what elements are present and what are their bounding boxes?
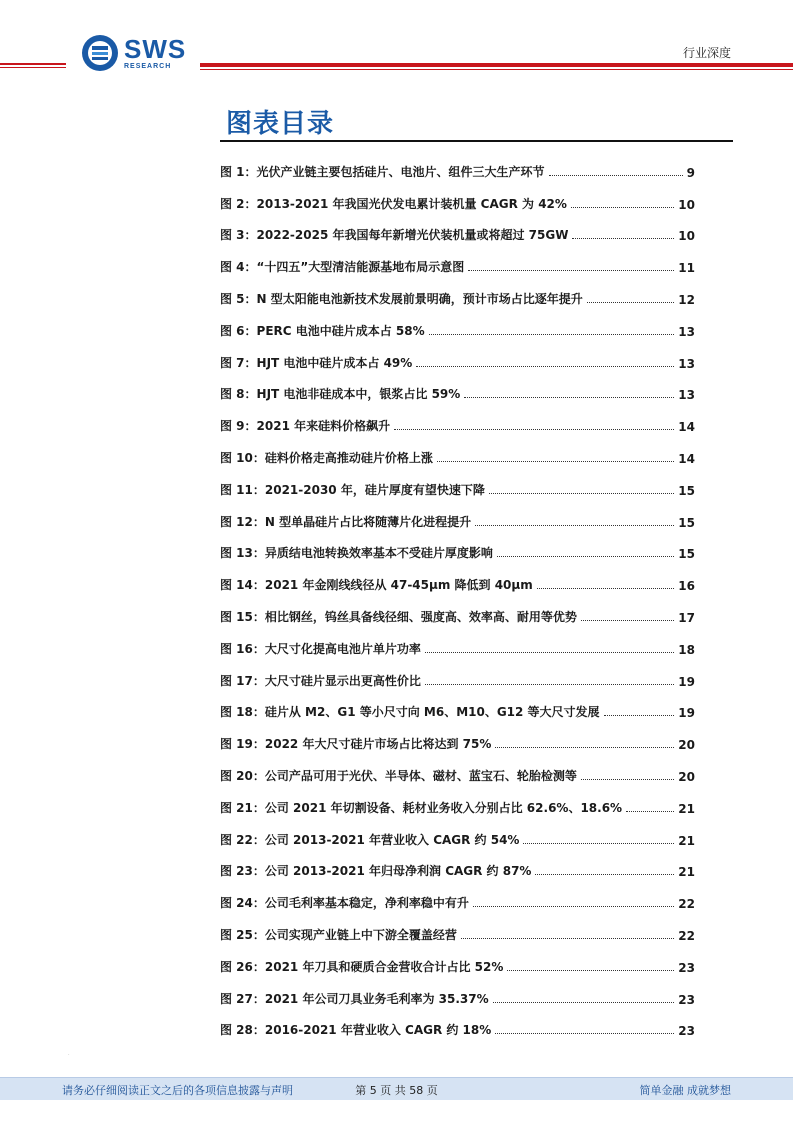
toc-entry-label: 图 3：2022-2025 年我国每年新增光伏装机量或将超过 75GW	[220, 228, 569, 243]
toc-leader-dots	[425, 652, 674, 653]
logo-text: SWS	[124, 34, 187, 64]
toc-leader-dots	[468, 270, 674, 271]
toc-leader-dots	[626, 811, 674, 812]
toc-entry-label: 图 6：PERC 电池中硅片成本占 58%	[220, 323, 425, 338]
toc-leader-dots	[473, 906, 674, 907]
toc-entry-label: 图 12：N 型单晶硅片占比将随薄片化进程提升	[220, 514, 472, 529]
toc-entry-page: 18	[678, 642, 695, 657]
toc-entry-label: 图 21：公司 2021 年切割设备、耗材业务收入分别占比 62.6%、18.6%	[220, 800, 623, 815]
toc-entry-label: 图 18：硅片从 M2、G1 等小尺寸向 M6、M10、G12 等大尺寸发展	[220, 705, 600, 720]
toc-entry[interactable]	[220, 784, 695, 816]
toc-leader-dots	[537, 588, 675, 589]
toc-entry[interactable]	[220, 879, 695, 911]
toc-leader-dots	[581, 779, 674, 780]
toc-entry-page: 23	[678, 1024, 695, 1039]
toc-entry-page: 20	[678, 738, 695, 753]
toc-entry[interactable]	[220, 212, 695, 244]
toc-leader-dots	[394, 429, 674, 430]
toc-entry[interactable]	[220, 466, 695, 498]
toc-entry-page: 20	[678, 769, 695, 784]
toc-entry-label: 图 11：2021-2030 年，硅片厚度有望快速下降	[220, 482, 485, 497]
toc-entry-label: 图 13：异质结电池转换效率基本不受硅片厚度影响	[220, 546, 493, 561]
toc-leader-dots	[572, 238, 674, 239]
toc-entry-label: 图 2：2013-2021 年我国光伏发电累计装机量 CAGR 为 42%	[220, 196, 567, 211]
toc-entry-label: 图 4：“十四五”大型清洁能源基地布局示意图	[220, 260, 465, 275]
toc-entry-label: 图 16：大尺寸化提高电池片单片功率	[220, 641, 421, 656]
toc-entry[interactable]	[220, 752, 695, 784]
toc-entry-label: 图 5：N 型太阳能电池新技术发展前景明确，预计市场占比逐年提升	[220, 291, 583, 306]
footer-disclaimer: 请务必仔细阅读正文之后的各项信息披露与声明	[62, 1084, 293, 1097]
footer-slogan: 简单金融 成就梦想	[639, 1084, 731, 1097]
toc-leader-dots	[416, 366, 674, 367]
toc-entry-label: 图 10：硅料价格走高推动硅片价格上涨	[220, 450, 433, 465]
toc-entry[interactable]	[220, 943, 695, 975]
toc-entry[interactable]	[220, 339, 695, 371]
toc-leader-dots	[429, 334, 675, 335]
toc-entry-label: 图 17：大尺寸硅片显示出更高性价比	[220, 673, 421, 688]
page-title: 图表目录	[226, 109, 335, 139]
toc-entry-page: 17	[678, 610, 695, 625]
toc-entry[interactable]	[220, 593, 695, 625]
toc-entry[interactable]	[220, 243, 695, 275]
toc-entry-label: 图 20：公司产品可用于光伏、半导体、磁材、蓝宝石、轮胎检测等	[220, 768, 577, 783]
toc-entry-page: 10	[678, 229, 695, 244]
toc-entry[interactable]	[220, 402, 695, 434]
toc-entry-label: 图 19：2022 年大尺寸硅片市场占比将达到 75%	[220, 737, 492, 752]
toc-entry-page: 16	[678, 579, 695, 594]
toc-leader-dots	[489, 493, 674, 494]
toc-entry[interactable]	[220, 148, 695, 180]
toc-entry-page: 19	[678, 706, 695, 721]
toc-leader-dots	[587, 302, 675, 303]
toc-entry-page: 22	[678, 897, 695, 912]
header-rule-right-thin	[200, 69, 793, 70]
toc-entry-label: 图 23：公司 2013-2021 年归母净利润 CAGR 约 87%	[220, 864, 532, 879]
toc-entry-page: 13	[678, 356, 695, 371]
toc-entry[interactable]	[220, 307, 695, 339]
toc-entry[interactable]	[220, 689, 695, 721]
toc-entry[interactable]	[220, 180, 695, 212]
toc-leader-dots	[425, 684, 674, 685]
toc-entry-page: 19	[678, 674, 695, 689]
toc-entry[interactable]	[220, 498, 695, 530]
toc-entry[interactable]	[220, 816, 695, 848]
toc-entry-page: 12	[678, 292, 695, 307]
toc-leader-dots	[461, 938, 674, 939]
toc-entry[interactable]	[220, 530, 695, 562]
toc-entry-page: 14	[678, 420, 695, 435]
toc-leader-dots	[464, 397, 674, 398]
toc-entry-page: 15	[678, 515, 695, 530]
toc-entry-label: 图 26：2021 年刀具和硬质合金营收合计占比 52%	[220, 959, 504, 974]
toc-entry-page: 10	[678, 197, 695, 212]
toc-entry-label: 图 22：公司 2013-2021 年营业收入 CAGR 约 54%	[220, 832, 520, 847]
toc-leader-dots	[549, 175, 683, 176]
toc-leader-dots	[495, 747, 674, 748]
toc-entry-label: 图 7：HJT 电池中硅片成本占 49%	[220, 355, 413, 370]
sws-logo-icon	[80, 33, 120, 73]
toc-entry[interactable]	[220, 434, 695, 466]
toc-entry-page: 13	[678, 388, 695, 403]
toc-entry-page: 22	[678, 928, 695, 943]
toc-entry[interactable]	[220, 848, 695, 880]
toc-entry[interactable]	[220, 657, 695, 689]
toc-leader-dots	[493, 1002, 675, 1003]
toc-entry[interactable]	[220, 720, 695, 752]
toc-entry[interactable]	[220, 625, 695, 657]
toc-entry-page: 9	[686, 165, 695, 180]
toc-leader-dots	[604, 715, 675, 716]
toc-entry-label: 图 14：2021 年金刚线线径从 47-45μm 降低到 40μm	[220, 578, 533, 593]
toc-entry-label: 图 1：光伏产业链主要包括硅片、电池片、组件三大生产环节	[220, 164, 545, 179]
toc-leader-dots	[437, 461, 674, 462]
toc-leader-dots	[523, 843, 674, 844]
toc-entry-page: 14	[678, 451, 695, 466]
toc-leader-dots	[497, 556, 674, 557]
toc-leader-dots	[475, 525, 674, 526]
toc-entry-page: 23	[678, 960, 695, 975]
figure-table-of-contents	[220, 148, 695, 1038]
toc-entry[interactable]	[220, 911, 695, 943]
toc-entry-page: 21	[678, 865, 695, 880]
toc-entry-page: 23	[678, 992, 695, 1007]
toc-entry[interactable]	[220, 561, 695, 593]
toc-entry-label: 图 25：公司实现产业链上中下游全覆盖经营	[220, 927, 457, 942]
toc-entry-label: 图 24：公司毛利率基本稳定，净利率稳中有升	[220, 896, 469, 911]
toc-entry[interactable]	[220, 1007, 695, 1039]
toc-entry-label: 图 15：相比钢丝，钨丝具备线径细、强度高、效率高、耐用等优势	[220, 609, 577, 624]
header-rule-left-thin	[0, 67, 66, 68]
toc-entry-page: 13	[678, 324, 695, 339]
margin-mark: ·	[68, 1052, 70, 1058]
header-rule-right	[200, 63, 793, 67]
toc-entry-page: 15	[678, 483, 695, 498]
report-type-label: 行业深度	[682, 46, 731, 60]
header-rule-left	[0, 63, 66, 65]
toc-entry[interactable]	[220, 371, 695, 403]
toc-entry-label: 图 8：HJT 电池非硅成本中，银浆占比 59%	[220, 387, 461, 402]
toc-entry-page: 11	[678, 261, 695, 276]
logo-subtext: RESEARCH	[124, 63, 172, 70]
toc-entry[interactable]	[220, 975, 695, 1007]
toc-entry-page: 15	[678, 547, 695, 562]
toc-entry-label: 图 28：2016-2021 年营业收入 CAGR 约 18%	[220, 1023, 492, 1038]
toc-leader-dots	[571, 207, 674, 208]
toc-leader-dots	[535, 874, 674, 875]
title-underline	[220, 140, 733, 142]
toc-entry[interactable]	[220, 275, 695, 307]
toc-entry-page: 21	[678, 833, 695, 848]
toc-entry-label: 图 9：2021 年来硅料价格飙升	[220, 419, 391, 434]
company-logo	[80, 33, 186, 73]
footer-page-info: 第 5 页 共 58 页	[355, 1084, 438, 1097]
toc-entry-label: 图 27：2021 年公司刀具业务毛利率为 35.37%	[220, 991, 489, 1006]
toc-leader-dots	[581, 620, 674, 621]
toc-leader-dots	[495, 1033, 674, 1034]
toc-entry-page: 21	[678, 801, 695, 816]
toc-leader-dots	[507, 970, 674, 971]
